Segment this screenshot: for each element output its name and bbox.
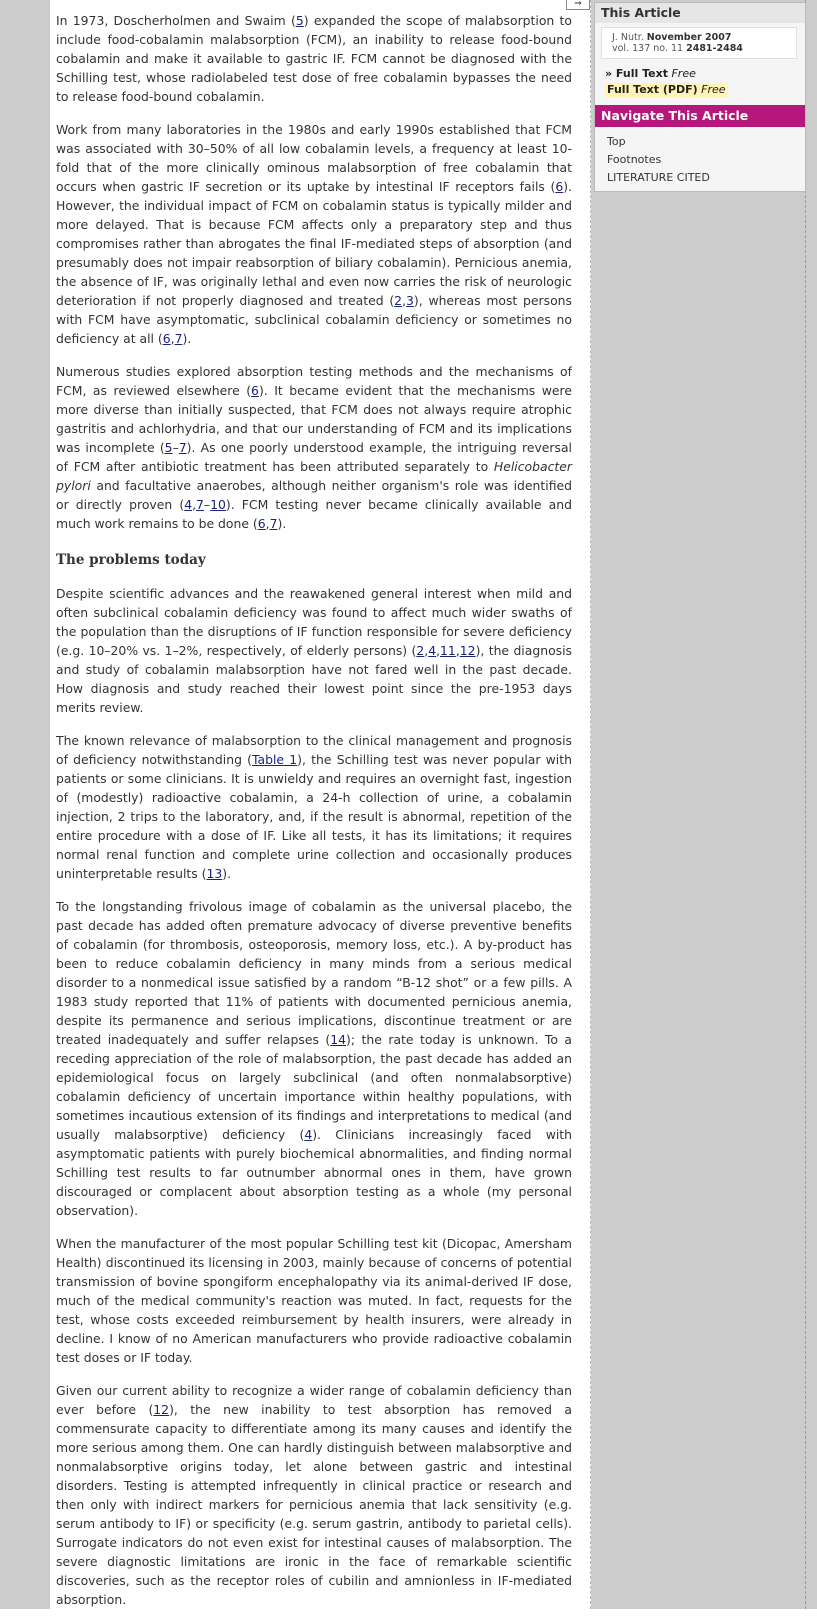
- left-gutter: [0, 0, 50, 1609]
- reference-link[interactable]: 12: [459, 643, 476, 658]
- page-range: 2481-2484: [686, 43, 743, 54]
- volume-issue: vol. 137 no. 11: [612, 43, 684, 54]
- section-heading: The problems today: [56, 552, 206, 568]
- table-link[interactable]: Table 1: [252, 752, 298, 767]
- collapse-sidebar-icon[interactable]: ⇒: [566, 0, 590, 10]
- paragraph-fcm-history: In 1973, Doscherholmen and Swaim (5) expanded the scope of malabsorption to include food-cobalamin malabsorption (FCM), an inability to release food-bound cobalamin and make it available to gastric IF. FCM cannot be diagnosed with the Schilling test, whose radiolabeled test dose of free cobalamin bypasses the need to release food-bound cobalamin.: [56, 13, 572, 104]
- reference-link[interactable]: 4: [428, 643, 437, 658]
- reference-link[interactable]: 13: [206, 866, 223, 881]
- reference-link[interactable]: 10: [210, 497, 226, 512]
- reference-link[interactable]: 4: [304, 1127, 313, 1142]
- reference-link[interactable]: 6: [555, 179, 564, 194]
- paragraph-problems-intro: Despite scientific advances and the reawakened general interest when mild and often subclinical cobalamin deficiency was found to affect much wider swaths of the population than the disruptions of IF function responsible for severe deficiency (e.g. 10–20% vs. 1–2%, respectively, of elderly persons) (2,4,11,12), the diagnosis and study of cobalamin malabsorption have not fared well in the past decade. How diagnosis and study reached their lowest point since the pre-1953 days merits review.: [56, 586, 572, 715]
- paragraph-placebo-image: To the longstanding frivolous image of cobalamin as the universal placebo, the past decade has added often premature advocacy of diverse preventive benefits of cobalamin (for thrombosis, osteoporosis, memory loss, etc.). A by-product has been to reduce cobalamin deficiency in many minds from a serious medical disorder to a nonmedical issue satisfied by a random “B-12 shot” or a few pills. A 1983 study reported that 11% of patients with documented pernicious anemia, despite its permanence and serious implications, discontinue treatment or are treated inadequately and suffer relapses (14); the rate today is unknown. To a receding appreciation of the role of malabsorption, the past decade has added an epidemiological focus on largely subclinical (and often nonmalabsorptive) cobalamin deficiency of uncertain importance within healthy populations, with sometimes incautious extension of its findings and interpretations to medical (and usually malabsorptive) deficiency (4). Clinicians increasingly faced with asymptomatic patients with purely biochemical abnormalities, and finding normal Schilling test results to far outnumber abnormal ones in them, have grown discouraged or complacent about absorption testing as a whole (my personal observation).: [56, 899, 573, 1218]
- access-badge: Free: [671, 67, 696, 80]
- full-text-pdf-link[interactable]: Full Text (PDF) Free: [607, 83, 726, 96]
- nav-item-top[interactable]: Top: [607, 135, 626, 148]
- paragraph-fcm-prevalence: Work from many laboratories in the 1980s and early 1990s established that FCM was associated with 30–50% of all low cobalamin levels, a frequency at least 10-fold that of the more clinically ominous malabsorption of free cobalamin that occurs when gastric IF secretion or its uptake by intestinal IF receptors fails (6). However, the individual impact of FCM on cobalamin status is typically milder and more delayed. That is because FCM affects only a preparatory step and thus compromises rather than abrogates the final IF-mediated steps of absorption (and presumably does not impair reabsorption of biliary cobalamin). Pernicious anemia, the absence of IF, was originally lethal and even now carries the risk of neurologic deterioration if not properly diagnosed and treated (2,3), whereas most persons with FCM have asymptomatic, subclinical cobalamin deficiency or sometimes no deficiency at all (6,7).: [56, 122, 572, 346]
- navigate-heading: Navigate This Article: [595, 105, 805, 127]
- article-body: [56, 11, 572, 1623]
- paragraph-current-ability: Given our current ability to recognize a wider range of cobalamin deficiency than ever before (12), the new inability to test absorption has removed a commensurate capacity to differentiate among its many causes and identify the more serious among them. One can hardly distinguish between malabsorptive and nonmalabsorptive origins today, let alone between gastric and intestinal disorders. Testing is attempted infrequently in clinical practice or research and then only with indirect markers for pernicious anemia that lack sensitivity (e.g. serum antibody to IF) or specificity (e.g. serum gastrin, antibody to parietal cells). Surrogate indicators do not even exist for intestinal causes of malabsorption. The severe diagnostic limitations are ironic in the face of remarkable scientific discoveries, such as the receptor roles of cubilin and amnionless in IF-mediated absorption.: [56, 1383, 572, 1607]
- reference-link[interactable]: 7: [269, 516, 278, 531]
- right-edge-divider: [805, 0, 807, 1609]
- paragraph-manufacturer: When the manufacturer of the most popular Schilling test kit (Dicopac, Amersham Health) discontinued its licensing in 2003, mainly because of concerns of potential transmission of bovine spongiform encephalopathy via its animal-derived IF dose, much of the medical community's reaction was muted. In fact, requests for the test, whose costs exceeded reimbursement by health insurers, were already in decline. I know of no American manufacturers who provide radioactive cobalamin test doses or IF today.: [56, 1236, 572, 1365]
- reference-link[interactable]: 6: [257, 516, 266, 531]
- reference-link[interactable]: 5: [164, 440, 173, 455]
- reference-link[interactable]: 7: [178, 440, 187, 455]
- reference-link[interactable]: 6: [162, 331, 171, 346]
- nav-item-literature-cited[interactable]: LITERATURE CITED: [607, 171, 710, 184]
- reference-link[interactable]: 7: [174, 331, 183, 346]
- citation-box: [601, 27, 797, 59]
- paragraph-schilling-test: The known relevance of malabsorption to the clinical management and prognosis of deficiency notwithstanding (Table 1), the Schilling test was never popular with patients or some clinicians. It is unwieldy and requires an overnight fast, ingestion of (modestly) radioactive cobalamin, a 24-h collection of urine, a cobalamin injection, 2 trips to the laboratory, and, if the result is abnormal, repetition of the entire procedure with a dose of IF. Like all tests, it has its limitations; it requires normal renal function and complete urine collection and occasionally produces uninterpretable results (13).: [56, 733, 572, 881]
- right-column: [591, 0, 817, 1609]
- reference-link[interactable]: 7: [196, 497, 204, 512]
- sidebar-panel: [594, 2, 806, 192]
- issue-date: November 2007: [646, 32, 732, 43]
- reference-link[interactable]: 6: [251, 383, 259, 398]
- access-badge: Free: [701, 83, 726, 96]
- italic-species-name: Helicobacter pylori: [56, 459, 572, 493]
- reference-link[interactable]: 14: [330, 1032, 347, 1047]
- reference-link[interactable]: 12: [153, 1402, 170, 1417]
- reference-link[interactable]: 4: [184, 497, 193, 512]
- navigate-list: [595, 127, 805, 191]
- paragraph-fcm-mechanisms: Numerous studies explored absorption testing methods and the mechanisms of FCM, as reviewed elsewhere (6). It became evident that the mechanisms were more diverse than initially suspected, that FCM does not always require atrophic gastritis and achlorhydria, and that our understanding of FCM and its implications was incomplete (5–7). As one poorly understood example, the intriguing reversal of FCM after antibiotic treatment has been attributed separately to Helicobacter pylori and facultative anaerobes, although neither organism's role was identified or directly proven (4,7–10). FCM testing never became clinically available and much work remains to be done (6,7).: [56, 364, 572, 531]
- reference-link[interactable]: 2: [416, 643, 425, 658]
- reference-link[interactable]: 3: [406, 293, 414, 308]
- reference-link[interactable]: 5: [295, 13, 304, 28]
- full-text-link[interactable]: » Full Text Free: [605, 67, 696, 80]
- this-article-heading: This Article: [595, 3, 805, 23]
- journal-name: J. Nutr.: [612, 32, 644, 43]
- reference-link[interactable]: 11: [440, 643, 456, 658]
- nav-item-footnotes[interactable]: Footnotes: [607, 153, 662, 166]
- reference-link[interactable]: 2: [394, 293, 403, 308]
